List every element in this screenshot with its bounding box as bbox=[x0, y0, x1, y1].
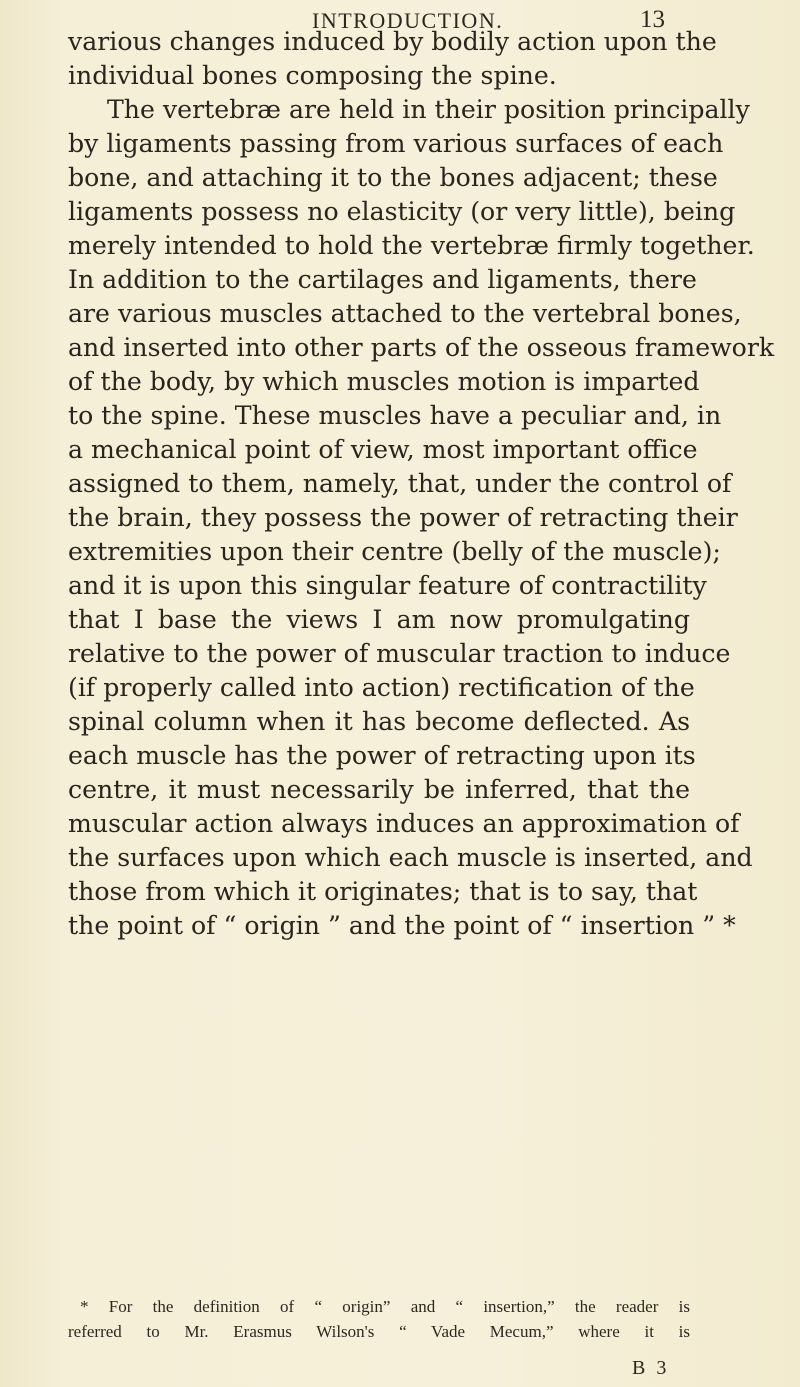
body-line: centre, it must necessarily be inferred, that the bbox=[68, 775, 690, 804]
body-line: and inserted into other parts of the osseous framework bbox=[68, 333, 775, 362]
body-line: The vertebræ are held in their position principally bbox=[107, 95, 750, 124]
body-line: ligaments possess no elasticity (or very little), being bbox=[68, 197, 736, 226]
body-line: muscular action always induces an approximation of bbox=[68, 809, 740, 838]
body-line: that I base the views I am now promulgating bbox=[68, 605, 690, 634]
body-line: the surfaces upon which each muscle is inserted, and bbox=[68, 843, 753, 872]
body-line: (if properly called into action) rectification of the bbox=[68, 673, 695, 702]
body-line: various changes induced by bodily action upon the bbox=[68, 27, 717, 56]
body-line: merely intended to hold the vertebræ firmly together. bbox=[68, 231, 755, 260]
body-line: to the spine. These muscles have a peculiar and, in bbox=[68, 401, 722, 430]
body-line: are various muscles attached to the vertebral bones, bbox=[68, 299, 742, 328]
page-number: 13 bbox=[640, 6, 665, 33]
body-line: assigned to them, namely, that, under the control of bbox=[68, 469, 732, 498]
body-line: each muscle has the power of retracting upon its bbox=[68, 741, 696, 770]
body-line: of the body, by which muscles motion is imparted bbox=[68, 367, 700, 396]
body-line: those from which it originates; that is to say, that bbox=[68, 877, 698, 906]
body-line: bone, and attaching it to the bones adjacent; these bbox=[68, 163, 718, 192]
body-line: the point of “ origin ” and the point of “ insertion ” * bbox=[68, 911, 736, 940]
footnote-line: referred to Mr. Erasmus Wilson's “ Vade Mecum,” where it is bbox=[68, 1322, 690, 1341]
running-title: INTRODUCTION. bbox=[312, 8, 504, 33]
body-line: individual bones composing the spine. bbox=[68, 61, 557, 90]
body-line: a mechanical point of view, most important office bbox=[68, 435, 698, 464]
body-line: In addition to the cartilages and ligaments, there bbox=[68, 265, 697, 294]
signature-mark: B 3 bbox=[632, 1357, 670, 1379]
body-line: relative to the power of muscular traction to induce bbox=[68, 639, 731, 668]
body-line: by ligaments passing from various surfaces of each bbox=[68, 129, 724, 158]
body-line: the brain, they possess the power of retracting their bbox=[68, 503, 738, 532]
body-line: and it is upon this singular feature of contractility bbox=[68, 571, 707, 600]
body-line: spinal column when it has become deflected. As bbox=[68, 707, 690, 736]
body-line: extremities upon their centre (belly of the muscle); bbox=[68, 537, 721, 566]
footnote-line: * For the definition of “ origin” and “ insertion,” the reader is bbox=[80, 1297, 690, 1316]
